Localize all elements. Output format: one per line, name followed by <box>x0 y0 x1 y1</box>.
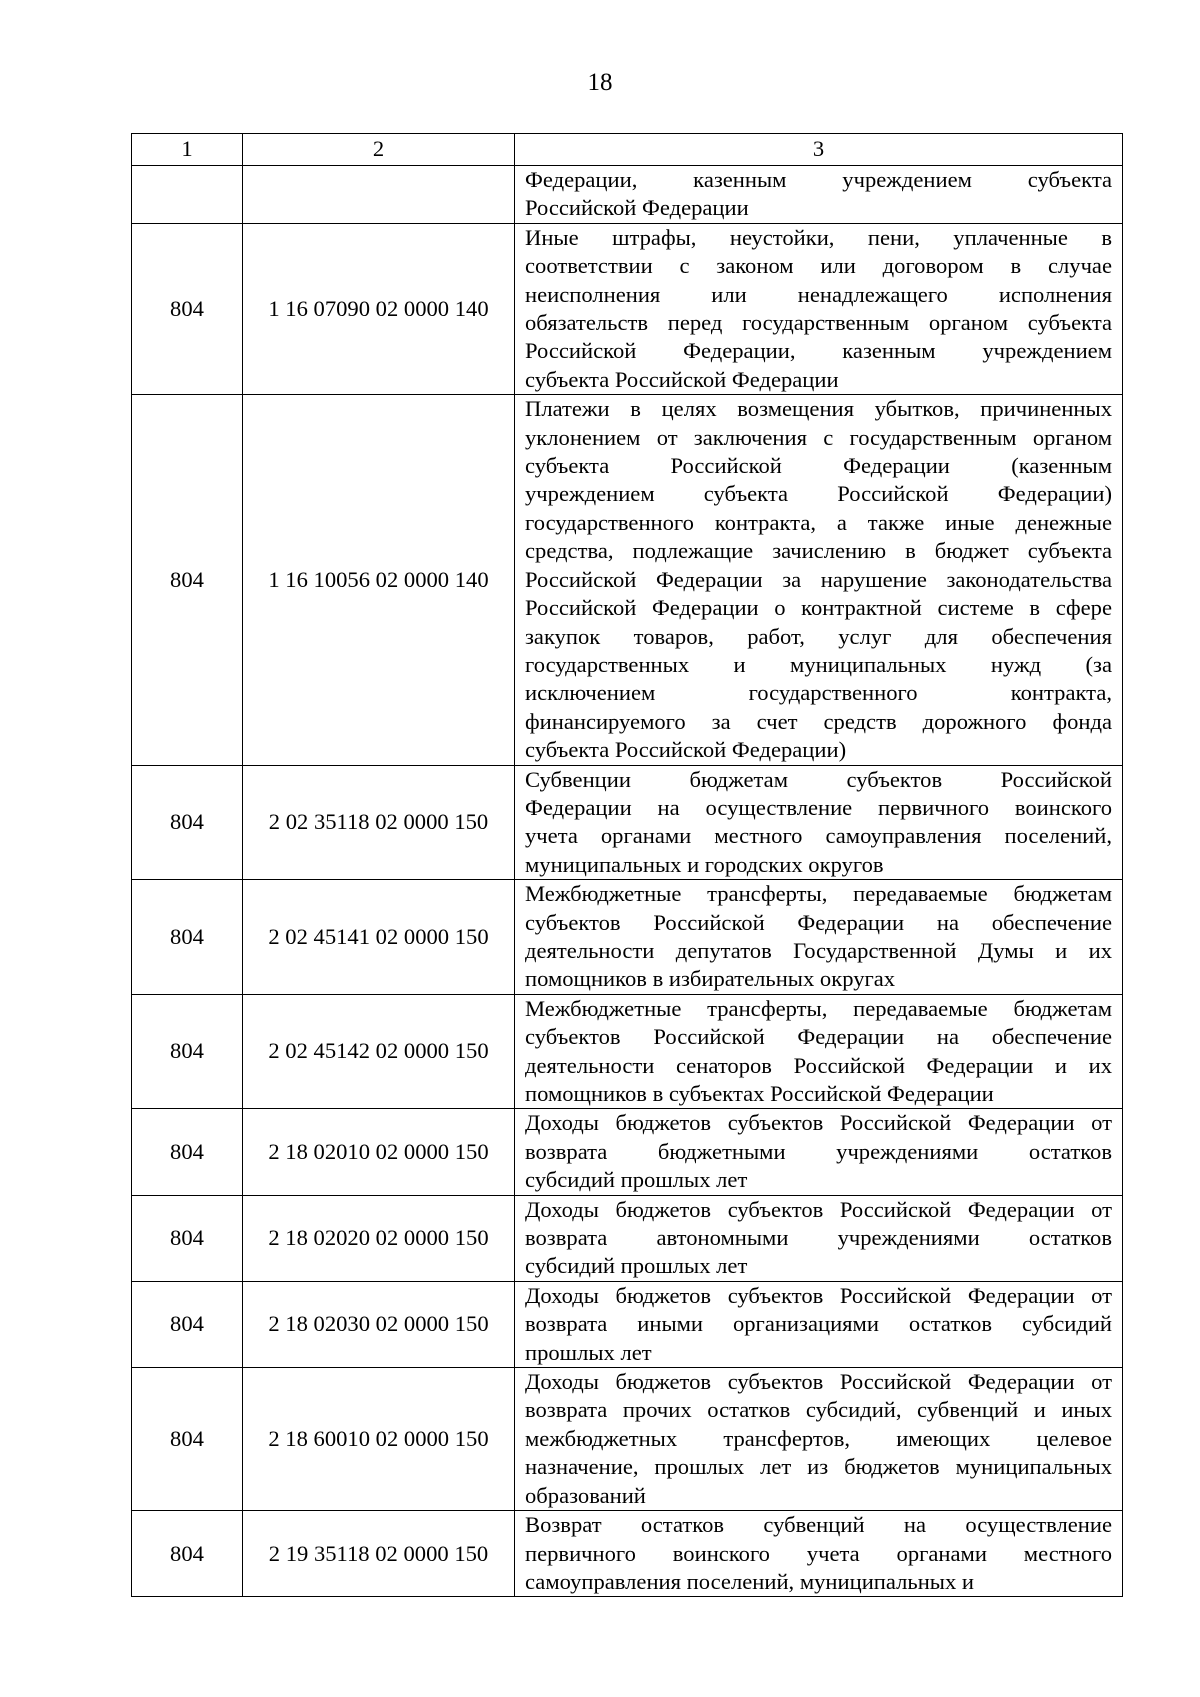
description-line: государственного контракта, а также иные денежные <box>525 509 1112 535</box>
description-line: уклонением от заключения с государственным органом <box>525 424 1112 450</box>
description-line: учета органами местного самоуправления поселений, <box>525 823 1112 849</box>
budget-code-cell: 2 02 35118 02 0000 150 <box>243 765 515 880</box>
description-line: Федерации на осуществление первичного воинского <box>525 794 1112 820</box>
budget-code-cell: 2 18 02020 02 0000 150 <box>243 1195 515 1281</box>
page-number: 18 <box>587 69 613 96</box>
budget-code-cell: 2 02 45141 02 0000 150 <box>243 880 515 995</box>
description-cell <box>515 166 1123 224</box>
description-line: помощников в избирательных округах <box>525 966 896 992</box>
description-line: первичного воинского учета органами местного <box>525 1540 1112 1566</box>
description-line: субъекта Российской Федерации) <box>525 737 847 763</box>
admin-code-cell <box>132 166 243 224</box>
description-cell <box>515 1195 1123 1281</box>
table-row <box>132 166 1123 224</box>
budget-code-cell <box>243 166 515 224</box>
description-line: соответствии с законом или договором в случае <box>525 253 1112 279</box>
table-row <box>132 1368 1123 1511</box>
description-line: Межбюджетные трансферты, передаваемые бюджетам <box>525 881 1112 907</box>
admin-code-cell: 804 <box>132 1368 243 1511</box>
column-header: 3 <box>515 134 1123 166</box>
description-line: Российской Федерации за нарушение законодательства <box>525 566 1112 592</box>
table-row <box>132 1109 1123 1195</box>
description-line: субъекта Российской Федерации (казенным <box>525 453 1112 479</box>
description-line: Российской Федерации <box>525 195 749 221</box>
description-line: закупок товаров, работ, услуг для обеспечения <box>525 623 1112 649</box>
table-row <box>132 1281 1123 1367</box>
admin-code-cell: 804 <box>132 765 243 880</box>
description-line: субсидий прошлых лет <box>525 1167 748 1193</box>
description-line: субъекта Российской Федерации <box>525 366 839 392</box>
description-line: деятельности сенаторов Российской Федерации и их <box>525 1052 1112 1078</box>
description-line: возврата бюджетными учреждениями остатков <box>525 1138 1112 1164</box>
description-line: помощников в субъектах Российской Федерации <box>525 1081 994 1106</box>
description-line: Доходы бюджетов субъектов Российской Федерации от <box>525 1369 1112 1395</box>
table-row <box>132 1195 1123 1281</box>
description-line: прошлых лет <box>525 1339 652 1365</box>
table-header-row <box>132 134 1123 166</box>
budget-code-cell: 1 16 07090 02 0000 140 <box>243 223 515 394</box>
description-line: Иные штрафы, неустойки, пени, уплаченные в <box>525 224 1112 250</box>
description-cell <box>515 395 1123 765</box>
description-line: учреждением субъекта Российской Федерации) <box>525 481 1112 507</box>
description-line: самоуправления поселений, муниципальных и <box>525 1568 974 1594</box>
description-cell <box>515 765 1123 880</box>
description-line: Платежи в целях возмещения убытков, причиненных <box>525 396 1112 422</box>
admin-code-cell: 804 <box>132 1281 243 1367</box>
description-line: муниципальных и городских округов <box>525 851 884 877</box>
budget-code-cell: 2 18 60010 02 0000 150 <box>243 1368 515 1511</box>
description-line: исключением государственного контракта, <box>525 680 1112 706</box>
budget-code-cell: 2 18 02030 02 0000 150 <box>243 1281 515 1367</box>
table-row <box>132 1511 1123 1597</box>
admin-code-cell: 804 <box>132 880 243 995</box>
description-line: Доходы бюджетов субъектов Российской Федерации от <box>525 1196 1112 1222</box>
description-line: Российской Федерации о контрактной системе в сфере <box>525 595 1112 621</box>
budget-code-cell: 2 18 02010 02 0000 150 <box>243 1109 515 1195</box>
description-line: назначение, прошлых лет из бюджетов муниципальных <box>525 1454 1112 1480</box>
description-line: Доходы бюджетов субъектов Российской Федерации от <box>525 1110 1112 1136</box>
description-cell <box>515 1368 1123 1511</box>
admin-code-cell: 804 <box>132 1195 243 1281</box>
budget-code-cell: 1 16 10056 02 0000 140 <box>243 395 515 765</box>
description-cell <box>515 994 1123 1109</box>
description-line: Российской Федерации, казенным учреждением <box>525 338 1112 364</box>
table-row <box>132 765 1123 880</box>
admin-code-cell: 804 <box>132 994 243 1109</box>
description-line: субъектов Российской Федерации на обеспечение <box>525 1024 1112 1050</box>
description-line: возврата автономными учреждениями остатков <box>525 1225 1112 1251</box>
description-line: неисполнения или ненадлежащего исполнения <box>525 281 1112 307</box>
admin-code-cell: 804 <box>132 1109 243 1195</box>
description-cell <box>515 880 1123 995</box>
column-header: 1 <box>132 134 243 166</box>
table-row <box>132 994 1123 1109</box>
table-row <box>132 880 1123 995</box>
admin-code-cell: 804 <box>132 223 243 394</box>
description-line: Субвенции бюджетам субъектов Российской <box>525 766 1112 792</box>
description-line: средства, подлежащие зачислению в бюджет субъекта <box>525 538 1112 564</box>
admin-code-cell: 804 <box>132 1511 243 1597</box>
description-cell <box>515 223 1123 394</box>
description-line: возврата прочих остатков субсидий, субвенций и иных <box>525 1397 1112 1423</box>
description-cell <box>515 1109 1123 1195</box>
description-cell <box>515 1281 1123 1367</box>
description-line: деятельности депутатов Государственной Думы и их <box>525 937 1112 963</box>
codes-table <box>131 133 1123 1597</box>
description-line: субъектов Российской Федерации на обеспечение <box>525 909 1112 935</box>
budget-code-cell: 2 02 45142 02 0000 150 <box>243 994 515 1109</box>
column-header: 2 <box>243 134 515 166</box>
admin-code-cell: 804 <box>132 395 243 765</box>
description-line: Доходы бюджетов субъектов Российской Федерации от <box>525 1282 1112 1308</box>
description-line: обязательств перед государственным органом субъекта <box>525 310 1112 336</box>
budget-code-cell: 2 19 35118 02 0000 150 <box>243 1511 515 1597</box>
table-row <box>132 223 1123 394</box>
description-line: финансируемого за счет средств дорожного фонда <box>525 708 1112 734</box>
table-row <box>132 395 1123 765</box>
description-line: Межбюджетные трансферты, передаваемые бюджетам <box>525 995 1112 1021</box>
description-line: субсидий прошлых лет <box>525 1253 748 1279</box>
description-cell <box>515 1511 1123 1597</box>
description-line: образований <box>525 1482 646 1508</box>
description-line: Возврат остатков субвенций на осуществление <box>525 1512 1112 1538</box>
description-line: возврата иными организациями остатков субсидий <box>525 1311 1112 1337</box>
description-line: государственных и муниципальных нужд (за <box>525 651 1112 677</box>
description-line: Федерации, казенным учреждением субъекта <box>525 167 1112 192</box>
description-line: межбюджетных трансфертов, имеющих целевое <box>525 1425 1112 1451</box>
